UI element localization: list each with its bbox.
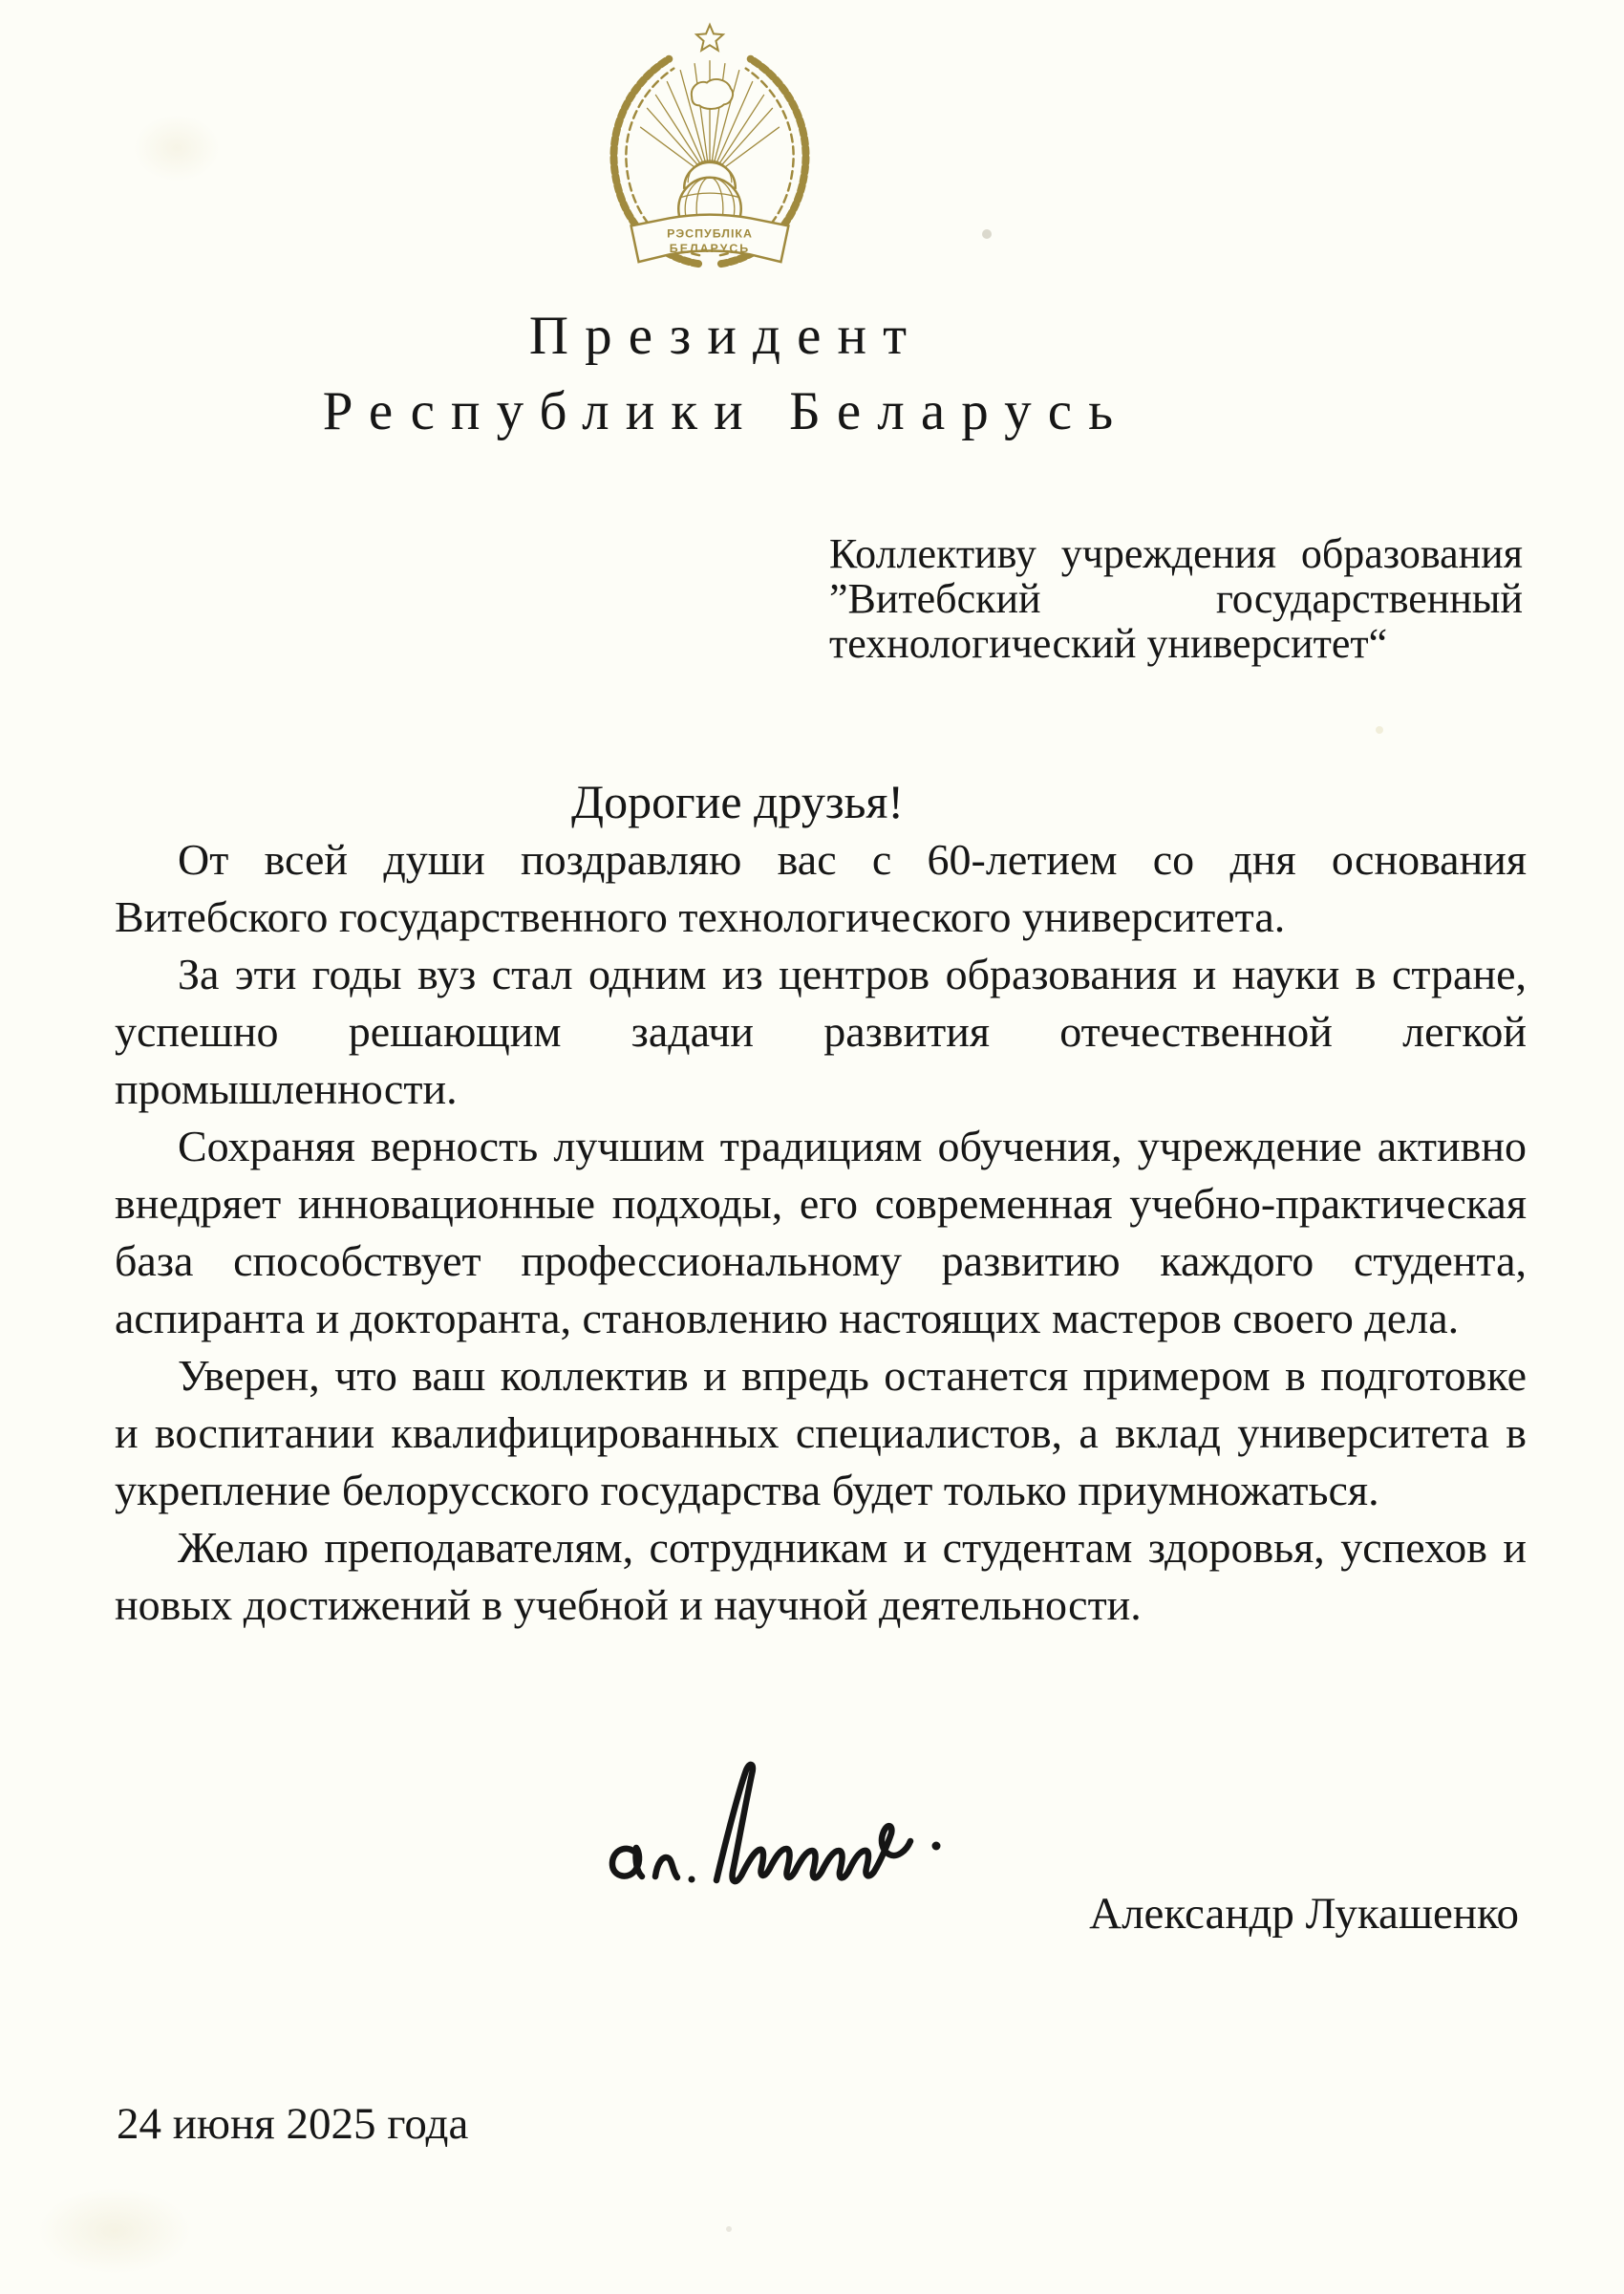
body-paragraph: Сохраняя верность лучшим традициям обучения, учреждение активно внедряет инновационные подходы, его современная учебно-практическая база способствует профессиональному развитию каждого студента, аспиранта и докторанта, становлению настоящих мастеров своего дела. [115,1122,1527,1342]
addressee-block [829,531,1523,666]
emblem-map-icon [692,79,733,109]
scan-speckle [1376,726,1383,734]
letterhead-title [0,298,1452,449]
body-paragraph: Уверен, что ваш коллектив и впредь останется примером в подготовке и воспитании квалифицированных специалистов, а вклад университета в укрепление белорусского государства будет только приумножаться. [115,1351,1527,1514]
letterhead-title-line2: Республики Беларусь [322,381,1130,441]
addressee-line1 [829,531,1523,576]
emblem-star-icon [696,25,723,51]
addressee-word: учреждения [1060,530,1277,577]
scan-speckle [982,229,992,239]
body-paragraph: Желаю преподавателям, сотрудникам и студентам здоровья, успехов и новых достижений в учебной и научной деятельности. [115,1523,1527,1629]
body-paragraph: От всей души поздравляю вас с 60-летием со дня основания Витебского государственного технологического университета. [115,835,1527,941]
addressee-word: государственный [1215,575,1523,622]
body-paragraph: За эти годы вуз стал одним из центров образования и науки в стране, успешно решающим задачи развития отечественной легкой промышленности. [115,950,1527,1113]
addressee-line2 [829,576,1523,621]
letterhead-title-line1: Президент [528,306,924,366]
addressee-word: технологический университет“ [829,620,1388,667]
scan-speckle [726,2226,732,2232]
addressee-line3 [829,621,1523,666]
signature-icon [600,1758,992,1897]
addressee-word: образования [1300,530,1523,577]
scan-speckle [134,115,220,182]
coat-of-arms-icon [600,21,820,277]
signer-name: Александр Лукашенко [1089,1889,1519,1939]
signature-stroke [612,1765,941,1883]
emblem-ribbon-text-line1: РЭСПУБЛІКА [667,226,753,241]
letter-date: 24 июня 2025 года [117,2099,469,2149]
emblem-ribbon-text-line2: БЕЛАРУСЬ [669,242,751,256]
letter-body [115,831,1527,1634]
addressee-word: ”Витебский [829,575,1041,622]
scan-speckle [38,2188,191,2274]
addressee-word: Коллективу [829,530,1036,577]
greeting-line: Дорогие друзья! [571,775,905,828]
